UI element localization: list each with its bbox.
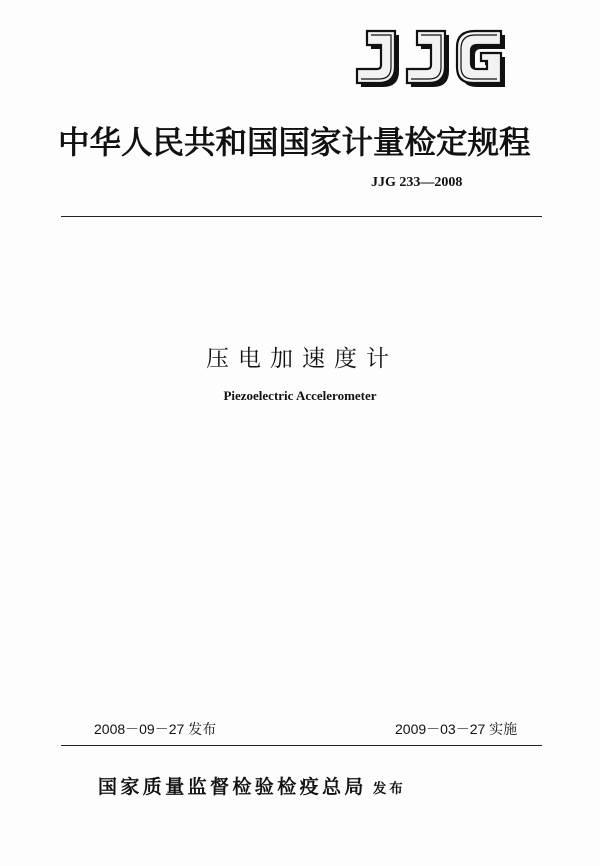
- document-title: 压电加速度计: [206, 346, 398, 372]
- publish-date: 2008－09－27 发布: [94, 721, 217, 737]
- issuer-line: [98, 772, 406, 799]
- top-divider: [61, 216, 542, 217]
- bottom-divider: [61, 745, 542, 746]
- issuer-name: 国家质量监督检验检疫总局: [98, 776, 367, 798]
- jjg-logo: [351, 27, 509, 91]
- effective-date: 2009－03－27 实施: [395, 721, 518, 737]
- regulation-series-title: 中华人民共和国国家计量检定规程: [58, 125, 531, 161]
- jjg-logo-image: [351, 27, 509, 91]
- standard-number: JJG 233—2008: [371, 175, 463, 190]
- document-title-english: Piezoelectric Accelerometer: [223, 388, 377, 403]
- issuer-action: 发布: [372, 781, 406, 797]
